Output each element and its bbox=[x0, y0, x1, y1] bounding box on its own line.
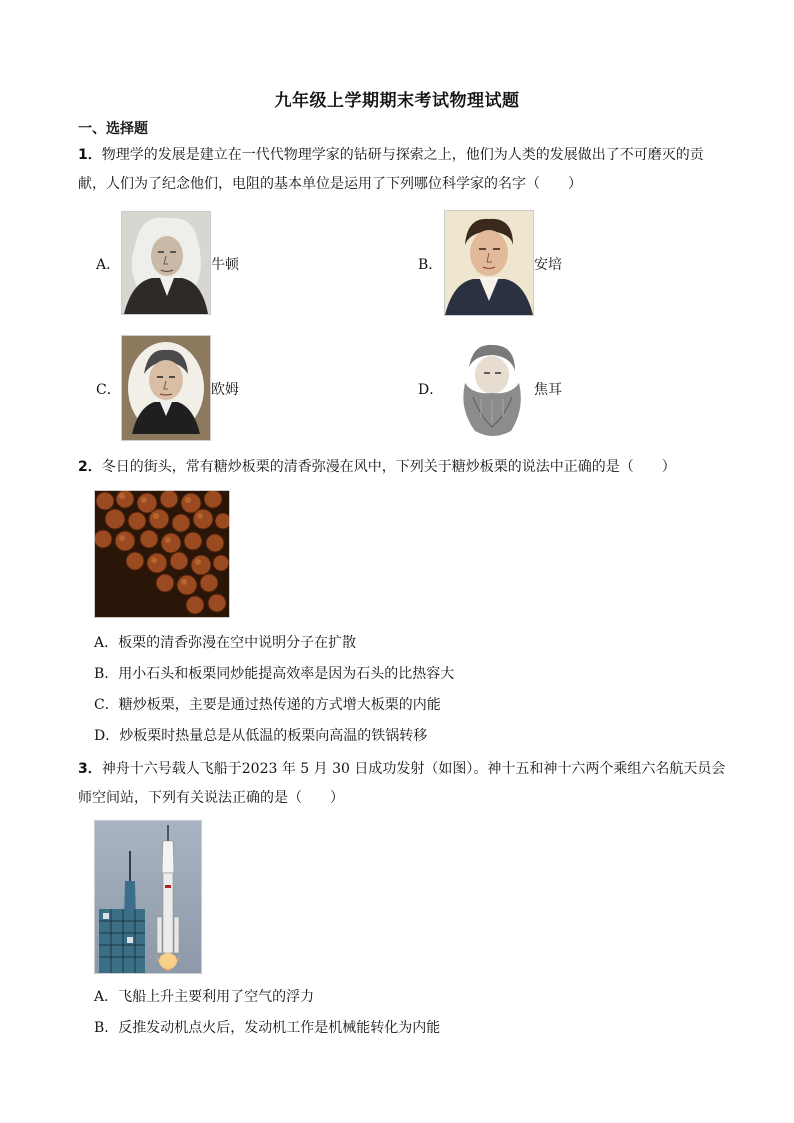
q3-option-a[interactable]: A．飞船上升主要利用了空气的浮力 bbox=[94, 989, 315, 1005]
rocket-launch-photo bbox=[94, 820, 202, 974]
question-3-line-2: 师空间站，下列有关说法正确的是（ ） bbox=[78, 790, 344, 806]
section-heading: 一、选择题 bbox=[78, 121, 148, 137]
option-a-letter[interactable]: A． bbox=[96, 257, 121, 273]
question-text: 神舟十六号载人飞船于2023 年 5 月 30 日成功发射（如图）。神十五和神十六两个乘组六名航天员会 bbox=[101, 761, 726, 777]
chestnuts-photo bbox=[94, 490, 230, 618]
ohm-portrait bbox=[121, 335, 211, 441]
question-number: 3． bbox=[78, 761, 102, 777]
q2-option-b[interactable]: B．用小石头和板栗同炒能提高效率是因为石头的比热容大 bbox=[94, 666, 455, 682]
option-d-letter[interactable]: D． bbox=[418, 382, 444, 398]
question-text: 冬日的街头，常有糖炒板栗的清香弥漫在风中，下列关于糖炒板栗的说法中正确的是（ ） bbox=[101, 459, 676, 475]
option-d-text[interactable]: 焦耳 bbox=[534, 382, 562, 398]
page-title: 九年级上学期期末考试物理试题 bbox=[274, 91, 520, 111]
q2-option-c[interactable]: C．糖炒板栗，主要是通过热传递的方式增大板栗的内能 bbox=[94, 697, 441, 713]
q3-option-b[interactable]: B．反推发动机点火后，发动机工作是机械能转化为内能 bbox=[94, 1020, 441, 1036]
q2-option-a[interactable]: A．板栗的清香弥漫在空中说明分子在扩散 bbox=[94, 635, 357, 651]
q2-option-d[interactable]: D．炒板栗时热量总是从低温的板栗向高温的铁锅转移 bbox=[94, 728, 428, 744]
question-1-line-2: 献，人们为了纪念他们，电阻的基本单位是运用了下列哪位科学家的名字（ ） bbox=[78, 176, 582, 192]
question-text: 物理学的发展是建立在一代代物理学家的钻研与探索之上，他们为人类的发展做出了不可磨灭的贡 bbox=[101, 147, 704, 163]
question-number: 2． bbox=[78, 459, 102, 475]
question-number: 1． bbox=[78, 147, 102, 163]
newton-portrait bbox=[121, 211, 211, 315]
option-c-text[interactable]: 欧姆 bbox=[211, 382, 239, 398]
joule-portrait bbox=[444, 336, 534, 440]
option-c-letter[interactable]: C． bbox=[96, 382, 121, 398]
option-a-text[interactable]: 牛顿 bbox=[211, 257, 239, 273]
question-1-line-1 bbox=[78, 146, 704, 164]
option-b-letter[interactable]: B． bbox=[418, 257, 443, 273]
option-b-text[interactable]: 安培 bbox=[534, 257, 562, 273]
question-2-line-1 bbox=[78, 458, 676, 476]
question-3-line-1 bbox=[78, 760, 725, 778]
ampere-portrait bbox=[444, 210, 534, 316]
